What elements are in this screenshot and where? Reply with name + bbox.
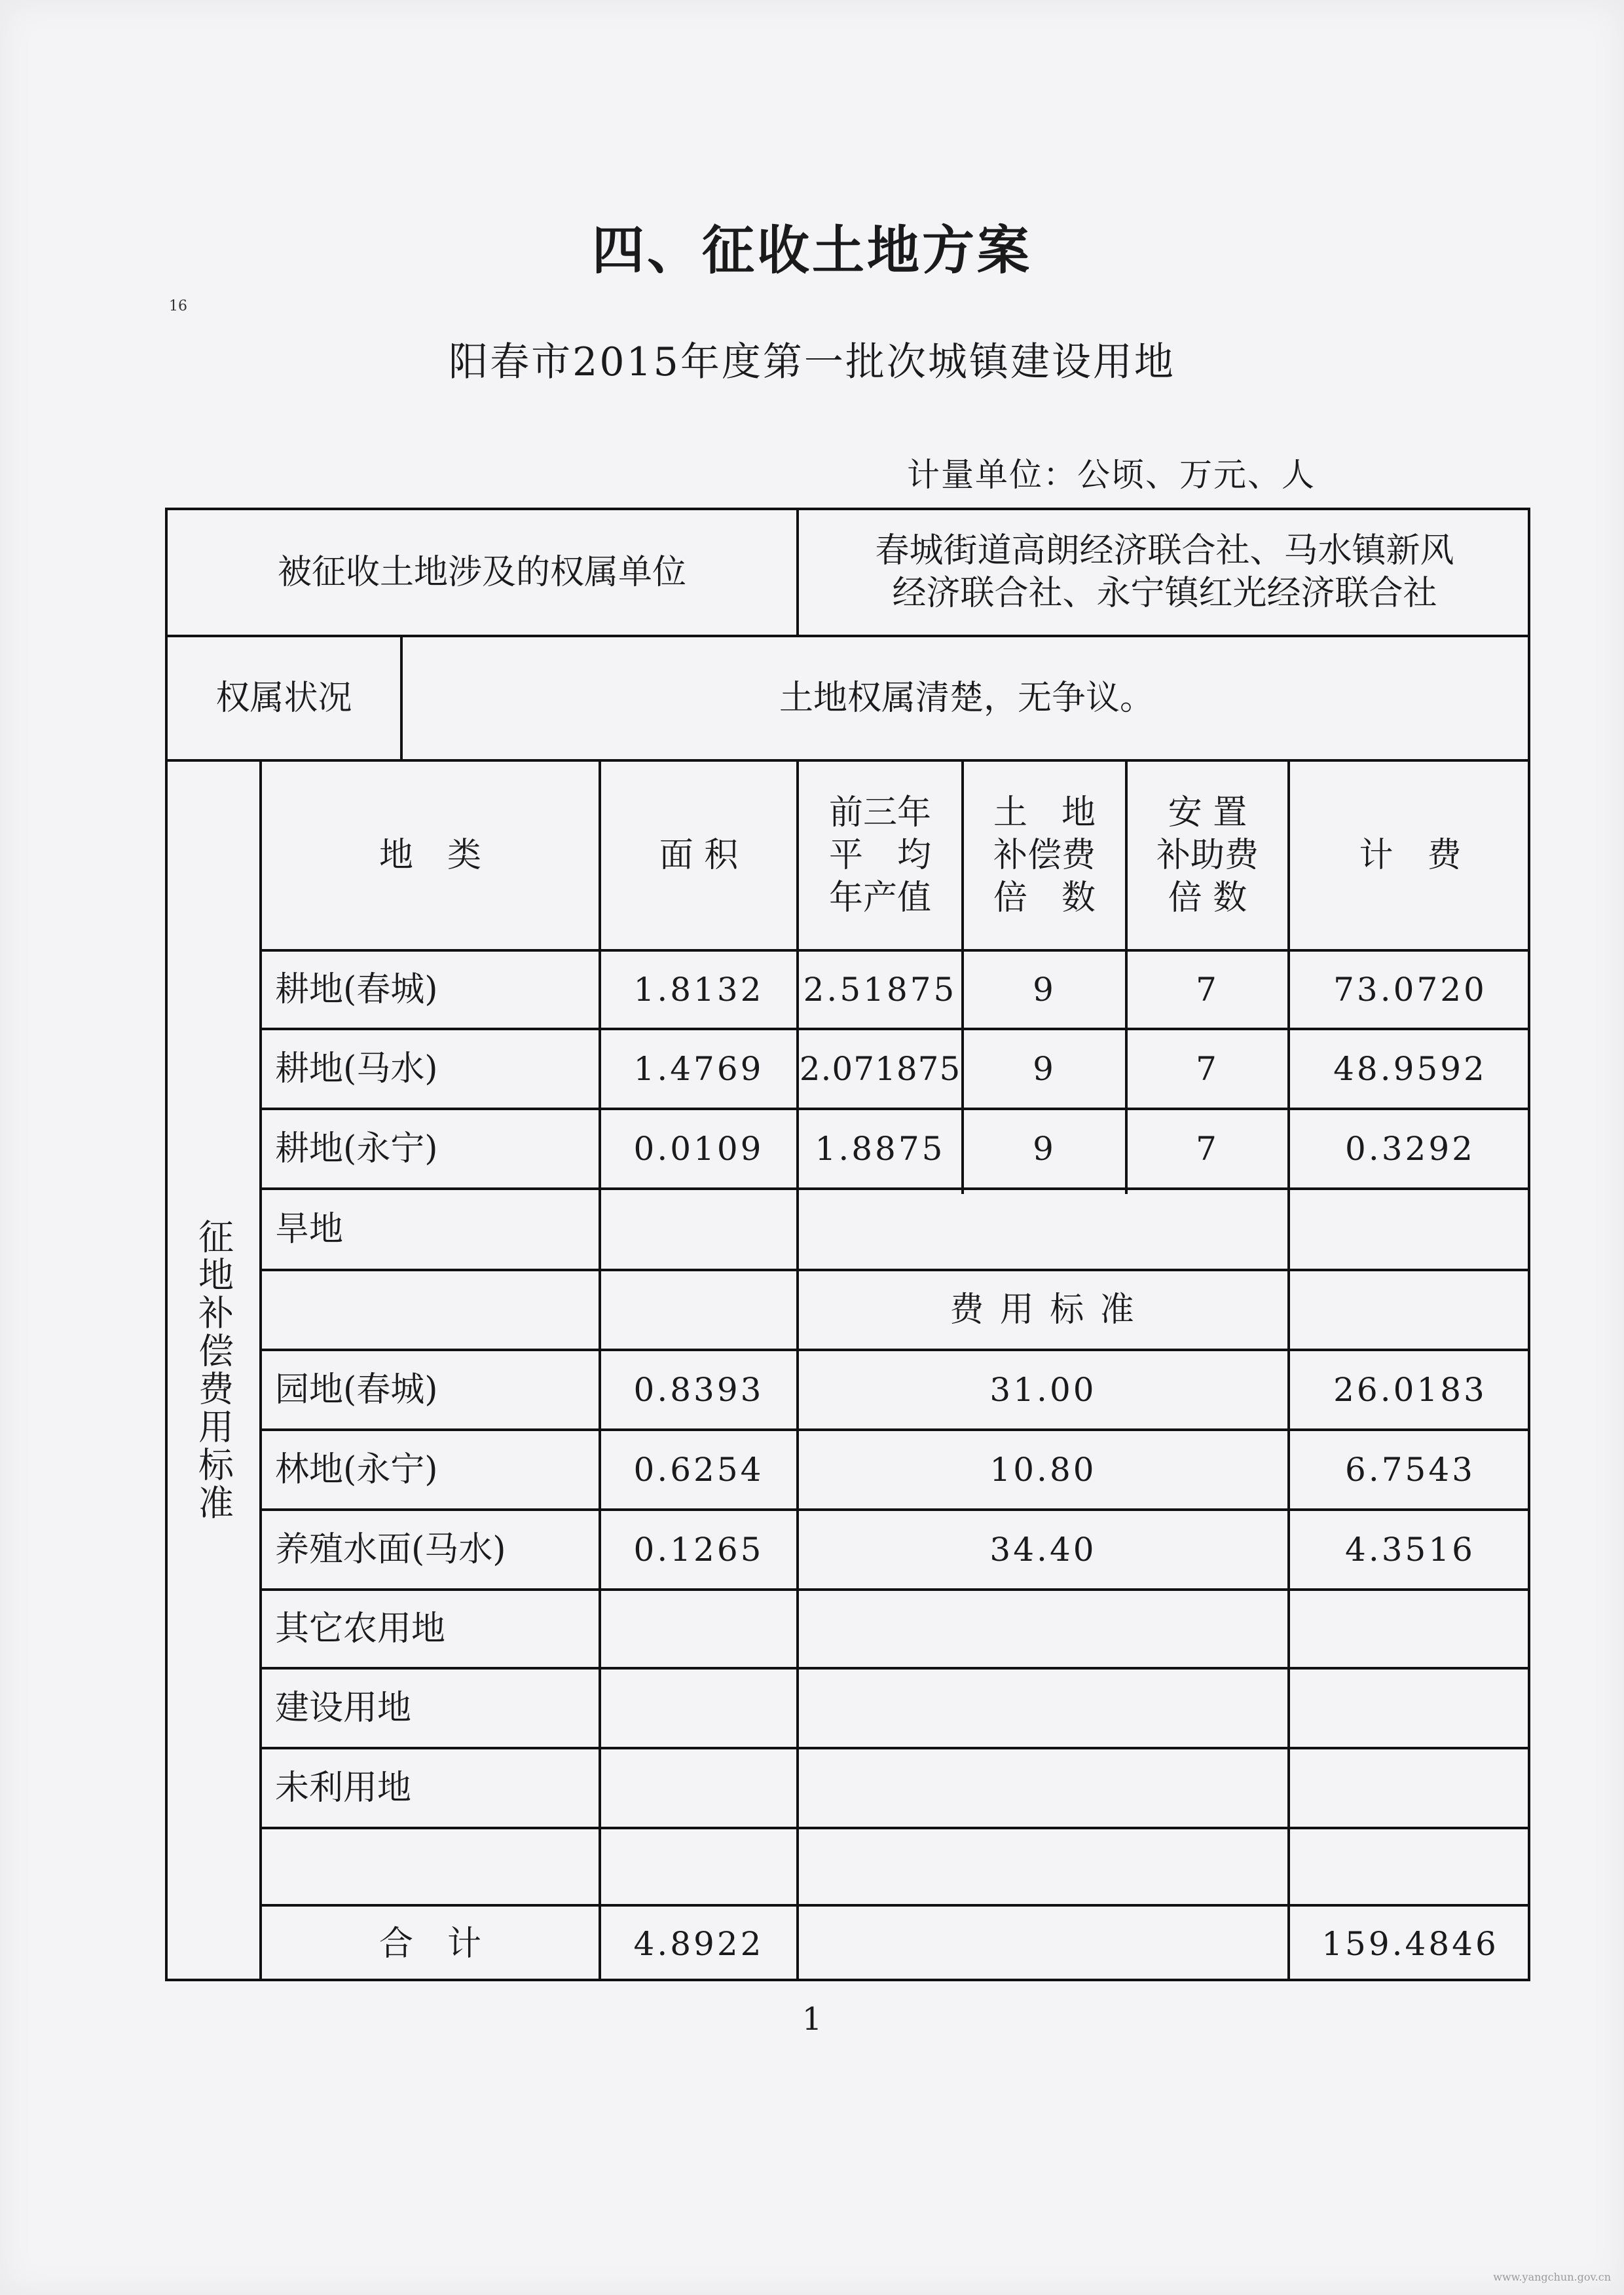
document-subtitle: 阳春市2015年度第一批次城镇建设用地 xyxy=(449,339,1175,385)
table-row-type: 耕地(马水) xyxy=(275,1049,438,1089)
table-row-type: 耕地(春城) xyxy=(275,969,438,1009)
table-row-standard: 34.40 xyxy=(989,1530,1097,1569)
table-row-area: 1.8132 xyxy=(633,970,764,1009)
table-row-fee: 48.9592 xyxy=(1333,1049,1487,1088)
status-value: 土地权属清楚，无争议。 xyxy=(779,678,1154,718)
table-row-area xyxy=(601,1749,796,1827)
table-row-area: 0.6254 xyxy=(633,1450,764,1489)
table-row-resettle-mult: 7 xyxy=(1196,970,1219,1009)
total-label: 合 计 xyxy=(378,1924,481,1964)
table-row-standard xyxy=(799,1670,1287,1747)
table-row-standard xyxy=(799,1591,1287,1667)
table-row-fee xyxy=(1290,1829,1530,1904)
ownership-value xyxy=(799,510,1530,635)
table-row-type: 其它农用地 xyxy=(275,1609,446,1649)
header-land-multiplier: 土 地 补偿费 倍 数 xyxy=(993,793,1096,918)
table-row-type: 园地(春城) xyxy=(275,1370,438,1409)
measurement-unit: 计量单位：公顷、万元、人 xyxy=(907,456,1316,494)
table-row-fee xyxy=(1290,1591,1530,1667)
table-row-area: 0.8393 xyxy=(633,1370,764,1409)
table-row-resettle-mult xyxy=(1128,1190,1287,1269)
table-row-standard: 10.80 xyxy=(989,1450,1097,1489)
table-row-output xyxy=(799,1190,961,1269)
table-row-type: 建设用地 xyxy=(275,1688,412,1728)
table-row-resettle-mult: 7 xyxy=(1196,1049,1219,1088)
table-row-type xyxy=(262,1829,599,1904)
ownership-value-line1: 春城街道高朗经济联合社、马水镇新风 xyxy=(875,531,1454,570)
table-row-fee: 0.3292 xyxy=(1345,1129,1475,1168)
table-row-area: 1.4769 xyxy=(633,1049,764,1088)
header-resettle-multiplier: 安 置 补助费 倍 数 xyxy=(1156,793,1259,918)
table-row-type: 旱地 xyxy=(275,1209,344,1249)
land-acquisition-table xyxy=(165,508,1530,1981)
ownership-value-line2: 经济联合社、永宁镇红光经济联合社 xyxy=(892,574,1437,613)
status-label: 权属状况 xyxy=(215,678,352,718)
table-row-area: 0.0109 xyxy=(633,1129,764,1168)
table-row-type: 林地(永宁) xyxy=(275,1449,438,1489)
table-row-land-mult: 9 xyxy=(1033,1129,1056,1168)
table-row-area: 0.1265 xyxy=(633,1530,764,1569)
table-row-standard xyxy=(799,1749,1287,1827)
table-row-land-mult: 9 xyxy=(1033,970,1056,1009)
table-row-output: 1.8875 xyxy=(815,1129,946,1168)
table-row-output: 2.51875 xyxy=(803,970,957,1009)
corner-mark: 16 xyxy=(169,298,187,314)
table-row-standard xyxy=(799,1829,1287,1904)
total-fee: 159.4846 xyxy=(1321,1924,1499,1963)
table-row-area xyxy=(601,1591,796,1667)
table-row-land-mult: 9 xyxy=(1033,1049,1056,1088)
table-row-type: 未利用地 xyxy=(275,1768,412,1808)
fee-standard-header: 费 用 标 准 xyxy=(950,1290,1137,1330)
header-avg-output: 前三年 平 均 年产值 xyxy=(828,793,931,918)
header-area: 面 积 xyxy=(659,835,739,875)
table-row-output: 2.071875 xyxy=(799,1049,961,1088)
table-row-resettle-mult: 7 xyxy=(1196,1129,1219,1168)
document-title: 四、征收土地方案 xyxy=(592,220,1032,281)
ownership-label: 被征收土地涉及的权属单位 xyxy=(277,552,686,592)
header-fee: 计 费 xyxy=(1359,835,1462,875)
header-land-type: 地 类 xyxy=(378,835,481,875)
table-row-type: 耕地(永宁) xyxy=(275,1129,438,1168)
table-row-fee: 73.0720 xyxy=(1333,970,1487,1009)
table-row-land-mult xyxy=(964,1190,1125,1269)
site-watermark: www.yangchun.gov.cn xyxy=(1493,2271,1611,2283)
table-row-type: 养殖水面(马水) xyxy=(275,1529,506,1569)
table-row-fee xyxy=(1290,1670,1530,1747)
compensation-side-label: 征地补偿费用标准 xyxy=(193,1218,234,1522)
total-area: 4.8922 xyxy=(633,1924,764,1963)
table-row-fee xyxy=(1290,1190,1530,1269)
table-row-fee: 4.3516 xyxy=(1345,1530,1475,1569)
table-row-fee: 6.7543 xyxy=(1345,1450,1475,1489)
table-row-area xyxy=(601,1190,796,1269)
table-row-area xyxy=(601,1670,796,1747)
page-number: 1 xyxy=(802,2001,822,2038)
table-row-standard: 31.00 xyxy=(989,1370,1097,1409)
table-row-area xyxy=(601,1829,796,1904)
table-row-fee: 26.0183 xyxy=(1333,1370,1487,1409)
table-row-fee xyxy=(1290,1749,1530,1827)
